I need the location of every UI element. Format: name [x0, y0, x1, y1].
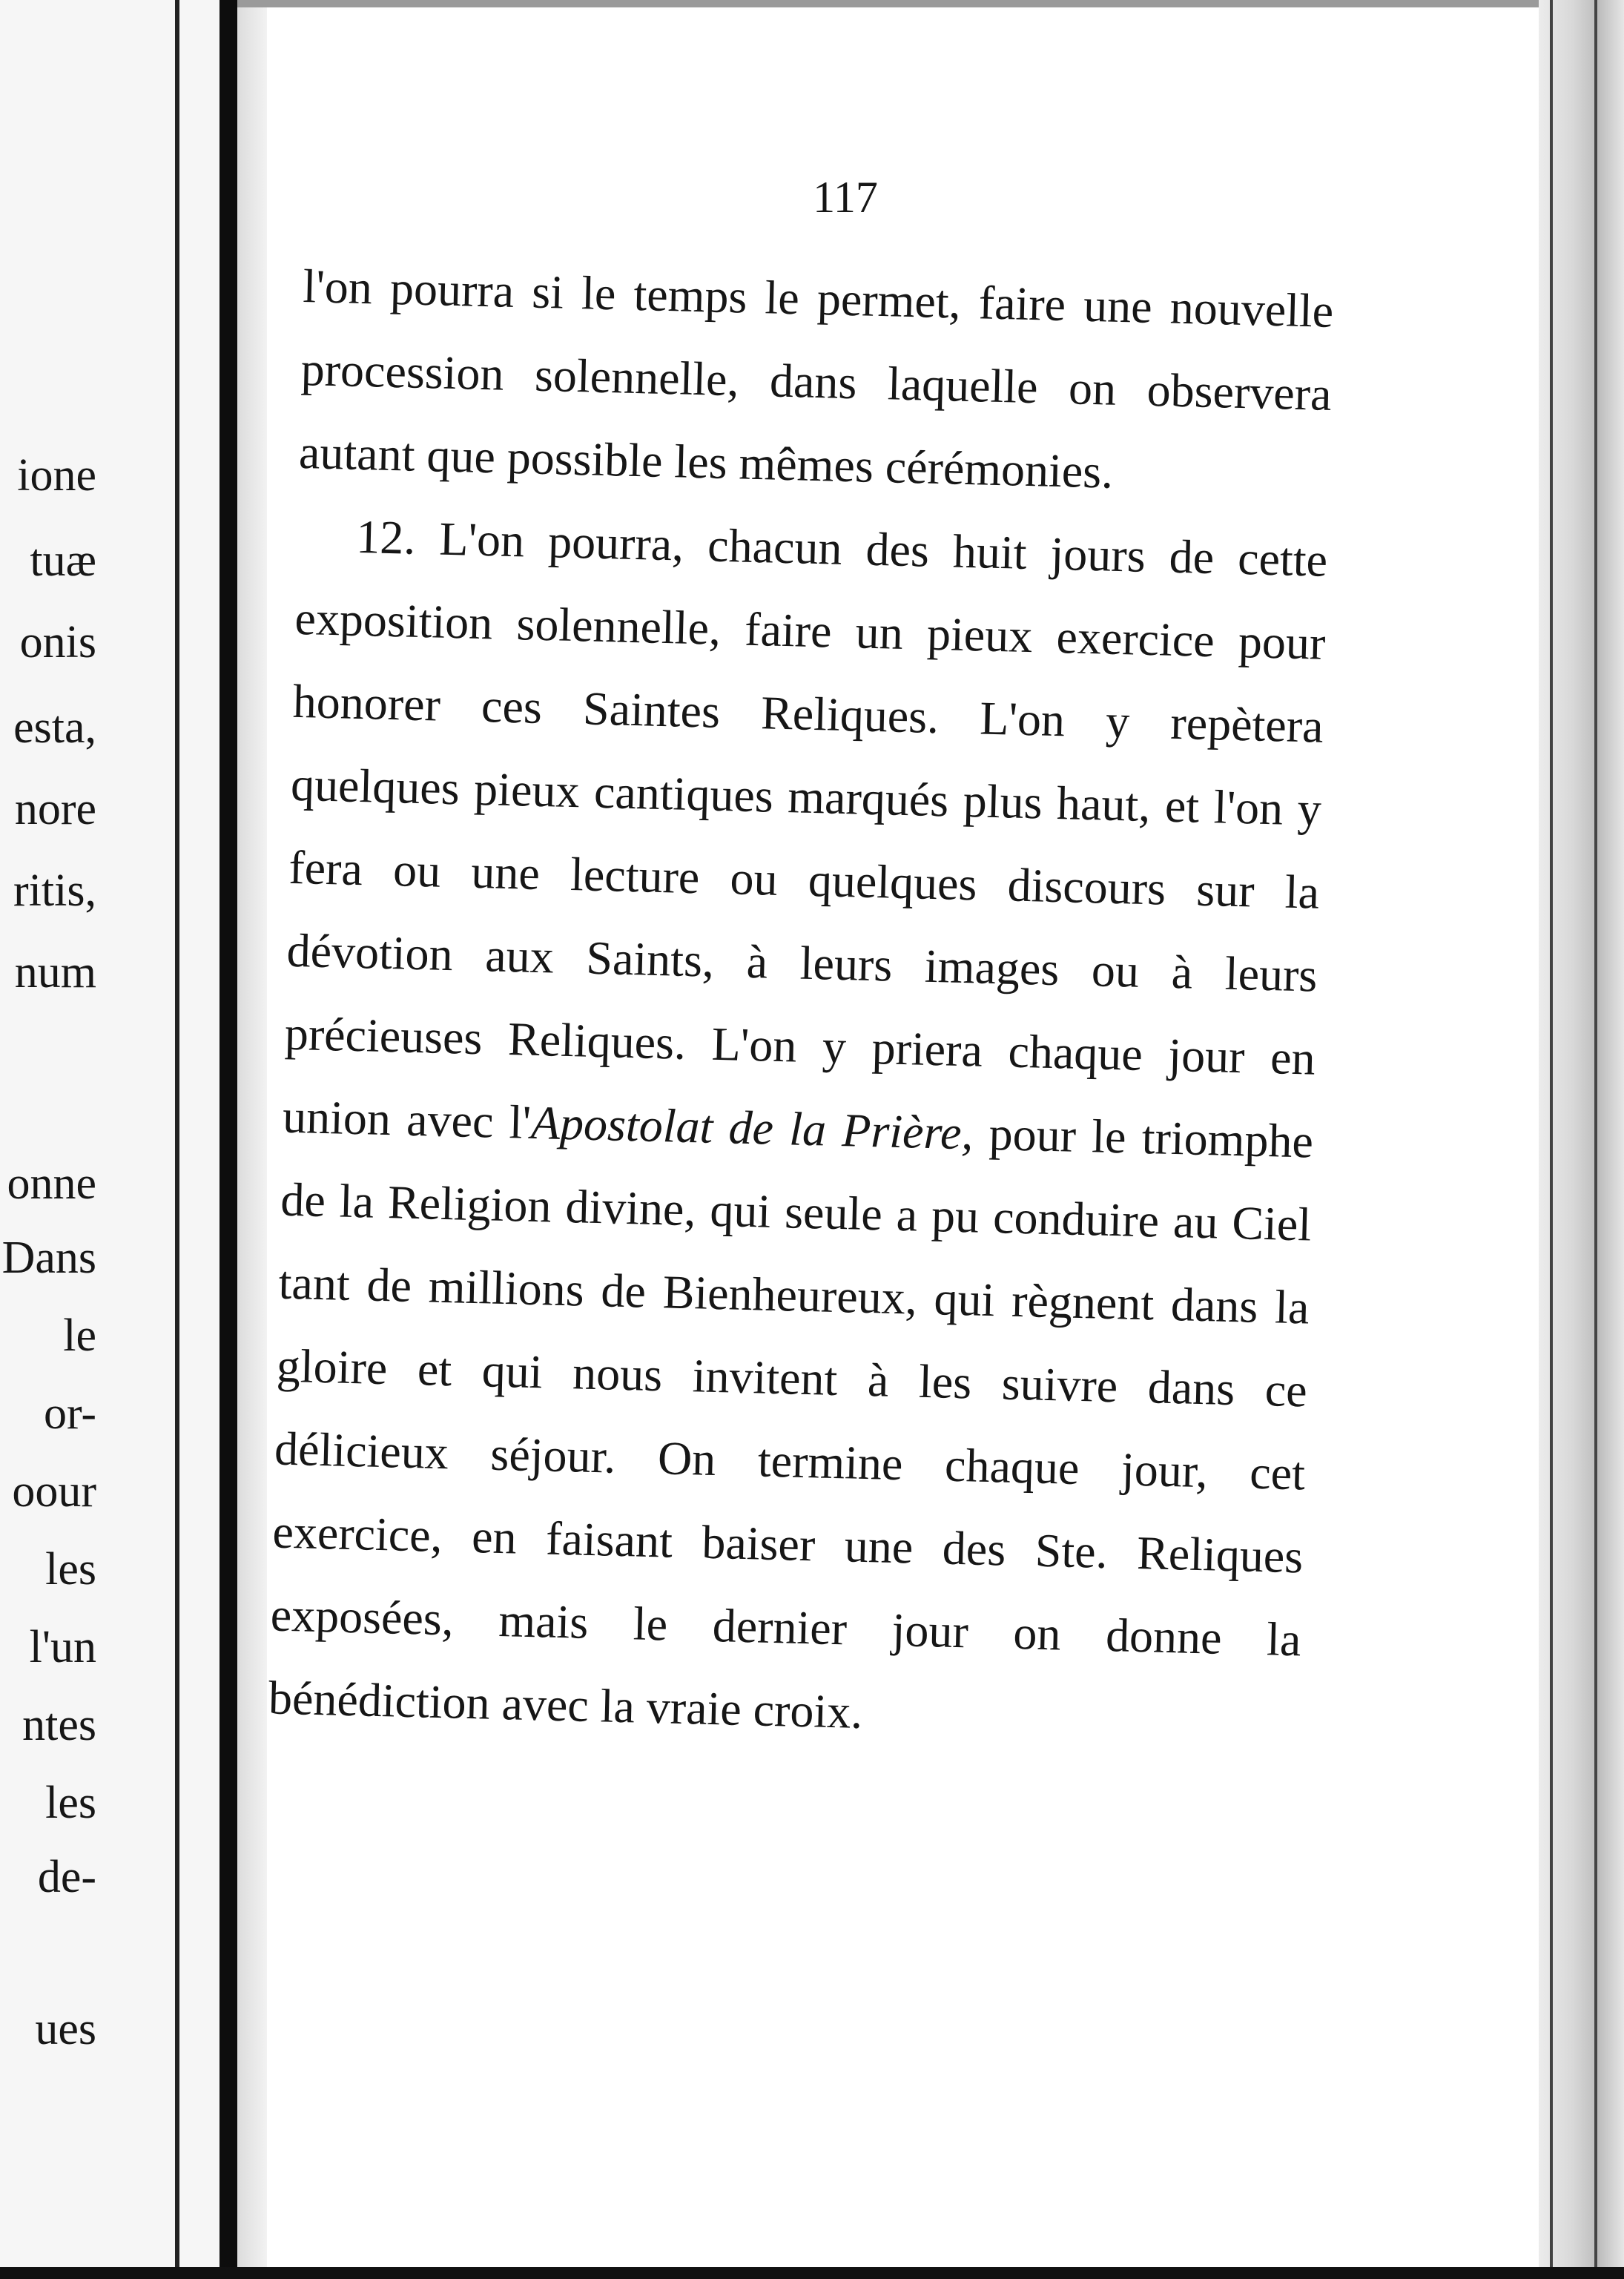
page-number: 117 [813, 173, 878, 222]
book-edge-line [1550, 0, 1553, 2279]
left-fragment: ione [17, 450, 96, 501]
paragraph: l'on pourra si le temps le permet, faire une nouvelle procession solennelle, dans laquelle on observera autant que possible les mêmes cérémonies. [298, 259, 1335, 498]
page-text [268, 245, 1335, 1764]
left-fragment: les [45, 1544, 96, 1594]
binding-spine [219, 0, 237, 2279]
left-fragment: ntes [22, 1700, 96, 1750]
left-fragment: ritis, [13, 865, 96, 916]
left-fragment: l'un [29, 1622, 96, 1672]
page-gutter [237, 0, 267, 2279]
top-shadow [237, 0, 1542, 7]
left-fragment: tuæ [30, 535, 96, 586]
binding-line [175, 0, 179, 2279]
left-fragment: or- [43, 1388, 96, 1439]
left-fragment: les [45, 1778, 96, 1828]
left-fragment: Dans [1, 1233, 96, 1283]
left-fragment: num [14, 947, 96, 997]
left-fragment: oour [12, 1466, 96, 1517]
left-fragment: nore [14, 784, 96, 834]
left-fragment: onis [19, 617, 96, 667]
book-edge-line [1594, 0, 1597, 2279]
paragraph-text: pour le triomphe de la Religion divine, qui seule a pu conduire au Ciel tant de millions de Bienheureux, qui règnent dans la gloire et qui nous invitent à les suivre dans ce délicieux séjour. On termine chaque jour, cet exercice, en faisant baiser une des Ste. Reliques exposées, mais le dernier jour on donne la bénédiction avec la vraie croix. [268, 1106, 1314, 1738]
italic-title: Apostolat de la Prière, [530, 1095, 974, 1160]
left-fragment: esta, [13, 702, 96, 753]
paragraph-12 [268, 494, 1329, 1764]
left-page-fragment [0, 0, 222, 2279]
left-fragment: le [63, 1310, 96, 1361]
paragraph-text: 12. L'on pourra, chacun des huit jours de cette exposition solennelle, faire un pieux exercice pour honorer ces Saintes Reliques. L'on y repètera quelques pieux cantiques marqués plus haut, et l'on y fera ou une lecture ou quelques discours sur la dévotion aux Saints, à leurs images ou à leurs précieuses Reliques. L'on y priera chaque jour en union avec l' [282, 509, 1328, 1149]
left-fragment: onne [7, 1158, 96, 1209]
bottom-edge [0, 2267, 1624, 2279]
left-fragment: ues [35, 2004, 96, 2054]
left-fragment: de- [37, 1852, 96, 1902]
